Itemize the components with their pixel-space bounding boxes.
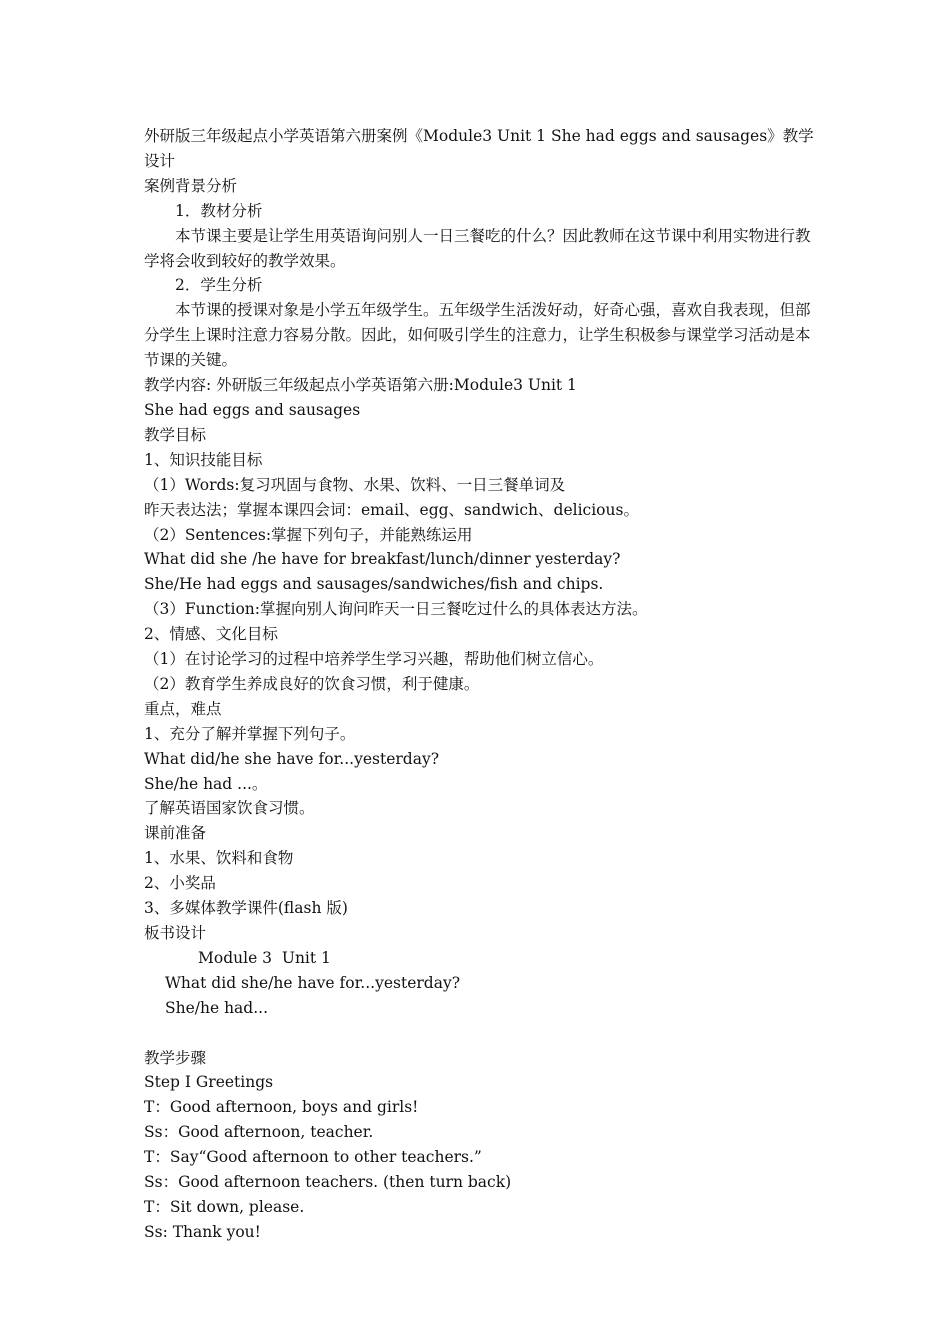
text-line: （3）Function:掌握向别人询问昨天一日三餐吃过什么的具体表达方法。 <box>144 600 648 619</box>
section-heading: 案例背景分析 <box>144 176 238 195</box>
text-line: 昨天表达法；掌握本课四会词：email、egg、sandwich、delicious。 <box>144 500 639 519</box>
dialogue-line: T：Good afternoon, boys and girls! <box>144 1098 419 1117</box>
text-line: 1、充分了解并掌握下列句子。 <box>144 724 356 743</box>
text-line: What did/he she have for...yesterday? <box>144 749 440 768</box>
section-heading: 教学步骤 <box>144 1048 207 1067</box>
dialogue-line: Ss: Thank you! <box>144 1222 261 1241</box>
text-line: 1、知识技能目标 <box>144 450 263 469</box>
text-line: 1、水果、饮料和食物 <box>144 849 294 868</box>
text-line: Step Ⅰ Greetings <box>144 1073 274 1092</box>
dialogue-line: Ss：Good afternoon teachers. (then turn back) <box>144 1173 512 1192</box>
dialogue-line: T：Sit down, please. <box>144 1197 305 1216</box>
text-line: 2、小奖品 <box>144 874 216 893</box>
text-line: 了解英语国家饮食习惯。 <box>144 799 315 818</box>
text-line: （1）Words:复习巩固与食物、水果、饮料、一日三餐单词及 <box>144 475 566 494</box>
subheading: 2．学生分析 <box>175 276 263 295</box>
text-line: 2、情感、文化目标 <box>144 625 278 644</box>
text-line: 教学内容: 外研版三年级起点小学英语第六册:Module3 Unit 1 <box>144 376 577 395</box>
document-title: 外研版三年级起点小学英语第六册案例《Module3 Unit 1 She had eggs and sausages》教学设计 <box>144 127 814 170</box>
section-heading: 教学目标 <box>144 425 207 444</box>
document-body <box>144 124 814 1245</box>
paragraph: 本节课主要是让学生用英语询问别人一日三餐吃的什么？因此教师在这节课中利用实物进行教学将会收到较好的教学效果。 <box>144 226 811 270</box>
board-line: She/he had... <box>165 998 269 1017</box>
dialogue-line: T：Say“Good afternoon to other teachers.” <box>144 1148 482 1167</box>
blank-line <box>144 1021 814 1046</box>
text-line: What did she /he have for breakfast/lunch/dinner yesterday? <box>144 550 621 569</box>
section-heading: 课前准备 <box>144 824 207 843</box>
text-line: （2）教育学生养成良好的饮食习惯，利于健康。 <box>144 674 480 693</box>
text-line: （1）在讨论学习的过程中培养学生学习兴趣，帮助他们树立信心。 <box>144 650 604 669</box>
text-line: She/he had ...。 <box>144 774 268 793</box>
text-line: She/He had eggs and sausages/sandwiches/fish and chips. <box>144 575 604 594</box>
text-line: She had eggs and sausages <box>144 400 361 419</box>
paragraph: 本节课的授课对象是小学五年级学生。五年级学生活泼好动，好奇心强，喜欢自我表现，但部分学生上课时注意力容易分散。因此，如何吸引学生的注意力，让学生积极参与课堂学习活动是本节课的关键。 <box>144 301 811 370</box>
text-line: 3、多媒体教学课件(flash 版) <box>144 899 348 918</box>
section-heading: 板书设计 <box>144 924 207 942</box>
section-heading: 重点，难点 <box>144 699 222 718</box>
text-line: （2）Sentences:掌握下列句子，并能熟练运用 <box>144 525 473 544</box>
dialogue-line: Ss：Good afternoon, teacher. <box>144 1123 374 1142</box>
board-line: What did she/he have for...yesterday? <box>165 973 461 992</box>
subheading: 1．教材分析 <box>175 201 263 220</box>
board-title: Module 3 Unit 1 <box>198 948 331 967</box>
